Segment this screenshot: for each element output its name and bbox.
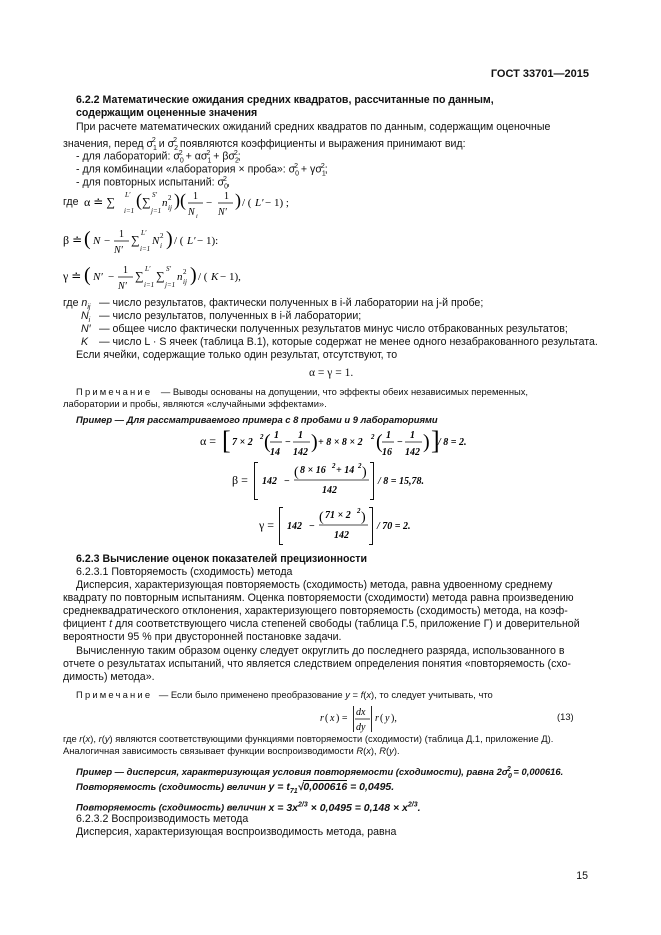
svg-text:(: ( (319, 510, 324, 525)
note-continuation: Аналогичная зависимость связывает функции воспроизводимости R(x), R(y). (63, 745, 400, 756)
note-label: Примечание (76, 689, 153, 700)
example-repeatability-x: Повторяемость (сходимость) величин $x = 3x^{2/3} \times 0,0495 = 0,148 \times x^{2/3}$. (76, 801, 421, 814)
svg-text:): ) (423, 431, 430, 453)
note-continuation: где r(x), r(y) являются соответствующими функциями повторяемости (сходимости) (таблица Д.1, приложение Д). (63, 733, 554, 744)
svg-text:β =: β = (232, 473, 248, 487)
svg-text:2: 2 (358, 462, 362, 470)
svg-text:16: 16 (382, 447, 392, 458)
svg-text:): ) (311, 431, 318, 453)
svg-text:L′: L′ (141, 229, 147, 237)
svg-text:i: i (196, 214, 198, 220)
example-gamma-formula (259, 503, 429, 551)
svg-text:1: 1 (123, 265, 128, 276)
svg-text:/ (: / ( (242, 197, 252, 209)
svg-text:α =: α = (200, 434, 217, 448)
svg-text:142: 142 (334, 530, 349, 541)
svg-text:−: − (285, 437, 291, 448)
svg-text:− 1):: − 1): (197, 235, 219, 247)
paragraph-line: вероятности 95 % при двусторонней постановке задачи. (63, 631, 342, 643)
svg-text:1: 1 (298, 430, 303, 441)
svg-text:142: 142 (262, 476, 277, 487)
svg-text:n: n (177, 271, 183, 283)
svg-text:(: ( (84, 264, 91, 286)
svg-text:S′: S′ (166, 265, 172, 273)
svg-text:(: ( (136, 190, 142, 210)
svg-text:α ≐ ∑: α ≐ ∑ (84, 195, 115, 209)
svg-text:−: − (206, 197, 213, 209)
svg-text:− 1),: − 1), (220, 271, 241, 283)
page-number: 15 (576, 870, 588, 882)
svg-text:7 × 2: 7 × 2 (232, 437, 253, 448)
alpha-formula (84, 185, 294, 225)
svg-text:j=1: j=1 (165, 281, 176, 289)
svg-text:1: 1 (224, 191, 229, 202)
standard-code: ГОСТ 33701—2015 (490, 68, 589, 80)
paragraph-line: При расчете математических ожиданий средних квадратов по данным, содержащим оценочные (76, 121, 551, 133)
svg-text:) =: ) = (336, 713, 348, 724)
svg-text:2: 2 (183, 268, 187, 276)
svg-text:−: − (309, 521, 315, 532)
gamma-formula (63, 258, 293, 300)
svg-text:1: 1 (274, 430, 279, 441)
alpha-gamma-equation: α = γ = 1. (309, 367, 354, 379)
note-line: Примечание — Выводы основаны на допущении, что эффекты обеих независимых переменных, (76, 386, 529, 397)
svg-text:1: 1 (386, 430, 391, 441)
svg-text:n: n (162, 197, 168, 209)
section-heading-6-2-3: 6.2.3 Вычисление оценок показателей прецизионности (76, 553, 367, 565)
svg-text:/ (: / ( (174, 235, 184, 247)
svg-text:− 1) ;: − 1) ; (265, 197, 289, 209)
svg-text:): ) (166, 228, 173, 250)
svg-text:ij: ij (183, 278, 187, 286)
svg-text:14: 14 (270, 447, 280, 458)
subsection-heading-6-2-3-2: 6.2.3.2 Воспроизводимость метода (76, 813, 249, 825)
svg-text:L′: L′ (255, 197, 264, 209)
svg-text:2: 2 (260, 433, 264, 441)
svg-text:): ) (362, 465, 367, 480)
svg-text:),: ), (391, 713, 397, 724)
svg-text:1: 1 (410, 430, 415, 441)
svg-text:i=1: i=1 (140, 245, 151, 253)
svg-text:/ (: / ( (198, 271, 208, 283)
svg-text:(: ( (325, 713, 329, 724)
note-line-cont: лаборатории и пробы, являются «случайными эффектами». (63, 398, 327, 409)
svg-text:L′: L′ (125, 191, 131, 199)
list-item-lab-sample: - для комбинации «лаборатория × проба»: $\sigma_0^2 + \gamma\sigma_1^2$; (76, 163, 328, 178)
svg-text:+ 14: + 14 (336, 465, 355, 476)
svg-text:N′: N′ (118, 281, 127, 292)
svg-text:−: − (108, 271, 115, 283)
svg-text:/ 70 = 2.: / 70 = 2. (377, 521, 411, 532)
svg-text:): ) (361, 510, 366, 525)
svg-text:−: − (104, 235, 111, 247)
svg-text:N: N (93, 235, 101, 247)
svg-text:1: 1 (119, 229, 124, 240)
svg-text:8 × 16: 8 × 16 (300, 465, 326, 476)
svg-text:2: 2 (168, 194, 172, 202)
paragraph-line: фициент t для соответствующего числа степеней свободы (таблица Г.5, приложение Г) и доверительной (63, 618, 580, 630)
section-heading-6-2-2: 6.2.2 Математические ожидания средних квадратов, рассчитанные по данным, (76, 94, 494, 106)
example-beta-formula (232, 458, 432, 506)
svg-text:]: ] (431, 426, 440, 455)
paragraph-line: среднеквадратического отклонения, характеризующего повторяемость (сходимость) метода, на коэф- (63, 605, 568, 617)
svg-text:2: 2 (160, 232, 164, 240)
svg-text:(: ( (84, 228, 91, 250)
svg-text:γ =: γ = (259, 518, 275, 532)
svg-text:r: r (375, 713, 379, 724)
formula-13-number: (13) (557, 711, 574, 722)
svg-text:β ≐: β ≐ (63, 233, 83, 247)
definition-n-prime: N′ — общее число фактически полученных результатов минус число отбракованных результатов; (81, 323, 568, 335)
svg-text:2: 2 (332, 462, 336, 470)
svg-text:L′: L′ (145, 265, 151, 273)
svg-text:∑: ∑ (135, 269, 144, 283)
svg-text:142: 142 (322, 485, 337, 496)
paragraph-line: Дисперсия, характеризующая воспроизводимость метода, равна (76, 826, 397, 838)
where-label: где (63, 196, 79, 208)
definition-nij: где $n_{ij}$ — число результатов, фактически полученных в i-й лаборатории на j-й пробе; (63, 297, 484, 312)
subsection-heading-6-2-3-1: 6.2.3.1 Повторяемость (сходимость) метода (76, 566, 293, 578)
svg-text:(: ( (376, 431, 383, 453)
list-item-repeats: - для повторных испытаний: $\sigma_0^2$, (76, 176, 230, 191)
formula-13 (320, 702, 430, 736)
svg-text:71 × 2: 71 × 2 (325, 510, 351, 521)
section-heading-6-2-2-cont: содержащим оцененные значения (76, 107, 258, 119)
svg-text:N: N (152, 235, 160, 247)
note-line: Примечание — Если было применено преобразование y = f(x), то следует учитывать, что (76, 689, 493, 700)
svg-text:N′: N′ (93, 271, 103, 283)
svg-text:ij: ij (168, 204, 172, 212)
paragraph-line: Вычисленную таким образом оценку следует округлить до последнего разряда, использованного в (76, 645, 565, 657)
svg-text:−: − (284, 476, 290, 487)
note-label: Примечание (76, 386, 153, 397)
svg-text:2: 2 (357, 507, 361, 515)
svg-text:−: − (397, 437, 403, 448)
svg-text:x: x (330, 713, 335, 724)
svg-text:[: [ (222, 426, 231, 455)
definition-k: K — число L · S ячеек (таблица В.1), которые содержат не менее одного незабракованного результата. (81, 336, 598, 348)
example-repeatability-y: Повторяемость (сходимость) величин $y = t_{71}√0,000616 = 0,0495$. (76, 781, 395, 796)
svg-text:(: ( (264, 431, 271, 453)
svg-text:K: K (211, 271, 219, 283)
svg-text:∑: ∑ (156, 269, 165, 283)
svg-text:N′: N′ (218, 207, 227, 218)
svg-text:1: 1 (193, 191, 198, 202)
svg-text:i: i (160, 242, 162, 250)
svg-text:i=1: i=1 (124, 207, 135, 215)
svg-text:∑: ∑ (131, 233, 140, 247)
paragraph-line: димость) метода». (63, 671, 155, 683)
example-variance: Пример — дисперсия, характеризующая условия повторяемости (сходимости), равна $2\sigma_0^2 = 0,000616$. (76, 766, 564, 780)
svg-text:2: 2 (371, 433, 375, 441)
paragraph-single-result: Если ячейки, содержащие только один результат, отсутствуют, то (76, 349, 398, 361)
svg-text:S′: S′ (152, 191, 158, 199)
svg-text:N′: N′ (114, 245, 123, 256)
svg-text:/ 8 = 2.: / 8 = 2. (438, 437, 467, 448)
paragraph-line: значения, перед $\sigma_1^2$ и $\sigma_2^2$ появляются коэффициенты и выражения принимают вид: (63, 137, 466, 152)
svg-text:dy: dy (356, 722, 366, 733)
example-heading: Пример — Для рассматриваемого примера с 8 пробами и 9 лабораториями (76, 414, 438, 425)
svg-text:i=1: i=1 (144, 281, 155, 289)
svg-text:142: 142 (405, 447, 420, 458)
svg-text:(: ( (380, 713, 384, 724)
svg-text:γ ≐: γ ≐ (63, 269, 82, 283)
svg-text:+ 8 × 8 × 2: + 8 × 8 × 2 (318, 437, 363, 448)
paragraph-line: отчете о результатах испытаний, что является следствием определения понятия «повторяемость (схо- (63, 658, 571, 670)
paragraph-line: Дисперсия, характеризующая повторяемость (сходимость) метода, равна удвоенному среднему (76, 579, 553, 591)
svg-text:142: 142 (293, 447, 308, 458)
svg-text:(: ( (294, 465, 299, 480)
svg-text:dx: dx (356, 707, 366, 718)
svg-text:N: N (188, 207, 195, 218)
svg-text:L′: L′ (187, 235, 196, 247)
list-item-laboratories: - для лабораторий: $\sigma_0^2 + \alpha\sigma_1^2 + \beta\sigma_2^2$; (76, 150, 241, 165)
svg-text:/ 8 = 15,78.: / 8 = 15,78. (378, 476, 424, 487)
svg-text:142: 142 (287, 521, 302, 532)
paragraph-line: квадрату по повторным испытаниям. Оценка повторяемости (сходимости) метода равна произведению (63, 592, 574, 604)
svg-text:): ) (190, 264, 197, 286)
svg-text:r: r (320, 713, 324, 724)
definition-ni: $N_i$ — число результатов, полученных в i-й лаборатории; (81, 310, 362, 325)
svg-text:): ) (235, 190, 241, 210)
svg-text:y: y (385, 713, 390, 724)
svg-text:j=1: j=1 (151, 207, 162, 215)
svg-text:)(: )( (174, 190, 186, 210)
svg-text:∑: ∑ (142, 195, 151, 209)
